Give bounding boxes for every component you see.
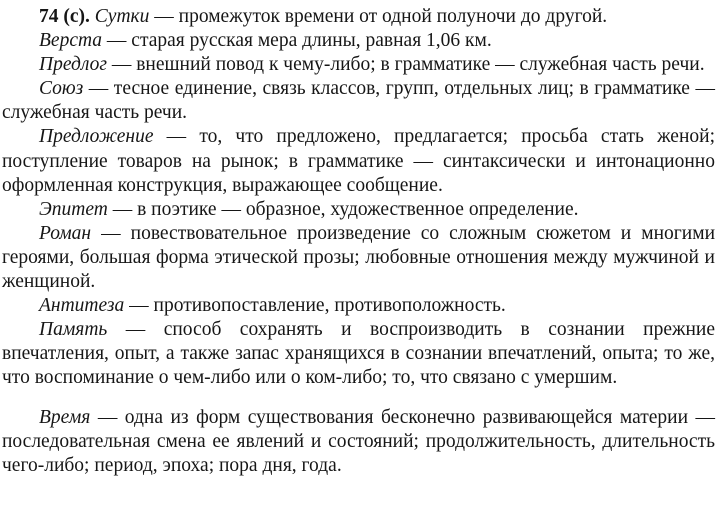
defined-term: Память <box>39 319 108 341</box>
definition-text: — промежуток времени от одной полуночи до другой. <box>149 6 608 27</box>
definition-paragraph <box>2 222 715 294</box>
defined-term: Сутки <box>94 6 150 27</box>
definition-text: — в поэтике — образное, художественное определение. <box>107 198 579 220</box>
defined-term: Верста <box>39 30 103 52</box>
definition-text: — то, что предложено, предлагается; просьба стать женой; поступление товаров на рынок; в грамматике — синтаксически и интонационно оформленная конструкция, выражающее сообщение. <box>2 126 715 196</box>
definition-paragraph <box>2 5 715 29</box>
defined-term: Эпитет <box>39 198 108 220</box>
definition-paragraph <box>2 125 715 197</box>
definition-paragraph <box>2 53 715 77</box>
defined-term: Время <box>39 406 91 428</box>
definition-paragraph <box>2 406 715 478</box>
exercise-number: 74 (с). <box>39 6 90 27</box>
definition-text: — старая русская мера длины, равная 1,06 км. <box>102 30 492 52</box>
defined-term: Предложение <box>39 126 154 148</box>
definition-text: — способ сохранять и воспроизводить в сознании прежние впечатления, опыт, а также запас хранящихся в сознании впечатлений, опыта; то же, что воспоминание о чем-либо или о ком-либо; то, что связано с умершим. <box>2 319 715 389</box>
definition-paragraph <box>2 318 715 390</box>
definition-text: — противопоставление, противоположность. <box>124 295 506 317</box>
definition-text: — одна из форм существования бесконечно развивающейся материи — последовательная смена ее явлений и состояний; продолжительность, длительность чего-либо; период, эпоха; пора дня, года. <box>2 406 715 476</box>
definition-text: — внешний повод к чему-либо; в грамматике — служебная часть речи. <box>106 54 705 76</box>
definition-text: — повествовательное произведение со сложным сюжетом и многими героями, большая форма этической прозы; любовные отношения между мужчиной и женщиной. <box>2 222 715 293</box>
definition-paragraph <box>2 198 715 222</box>
definition-paragraph <box>2 294 715 318</box>
defined-term: Союз <box>39 78 84 100</box>
definition-paragraph <box>2 77 715 125</box>
defined-term: Предлог <box>39 54 107 76</box>
defined-term: Роман <box>39 222 92 244</box>
definition-paragraph <box>2 29 715 53</box>
defined-term: Антитеза <box>39 295 125 317</box>
definition-text: — тесное единение, связь классов, групп, отдельных лиц; в грамматике — служебная часть речи. <box>2 78 715 124</box>
